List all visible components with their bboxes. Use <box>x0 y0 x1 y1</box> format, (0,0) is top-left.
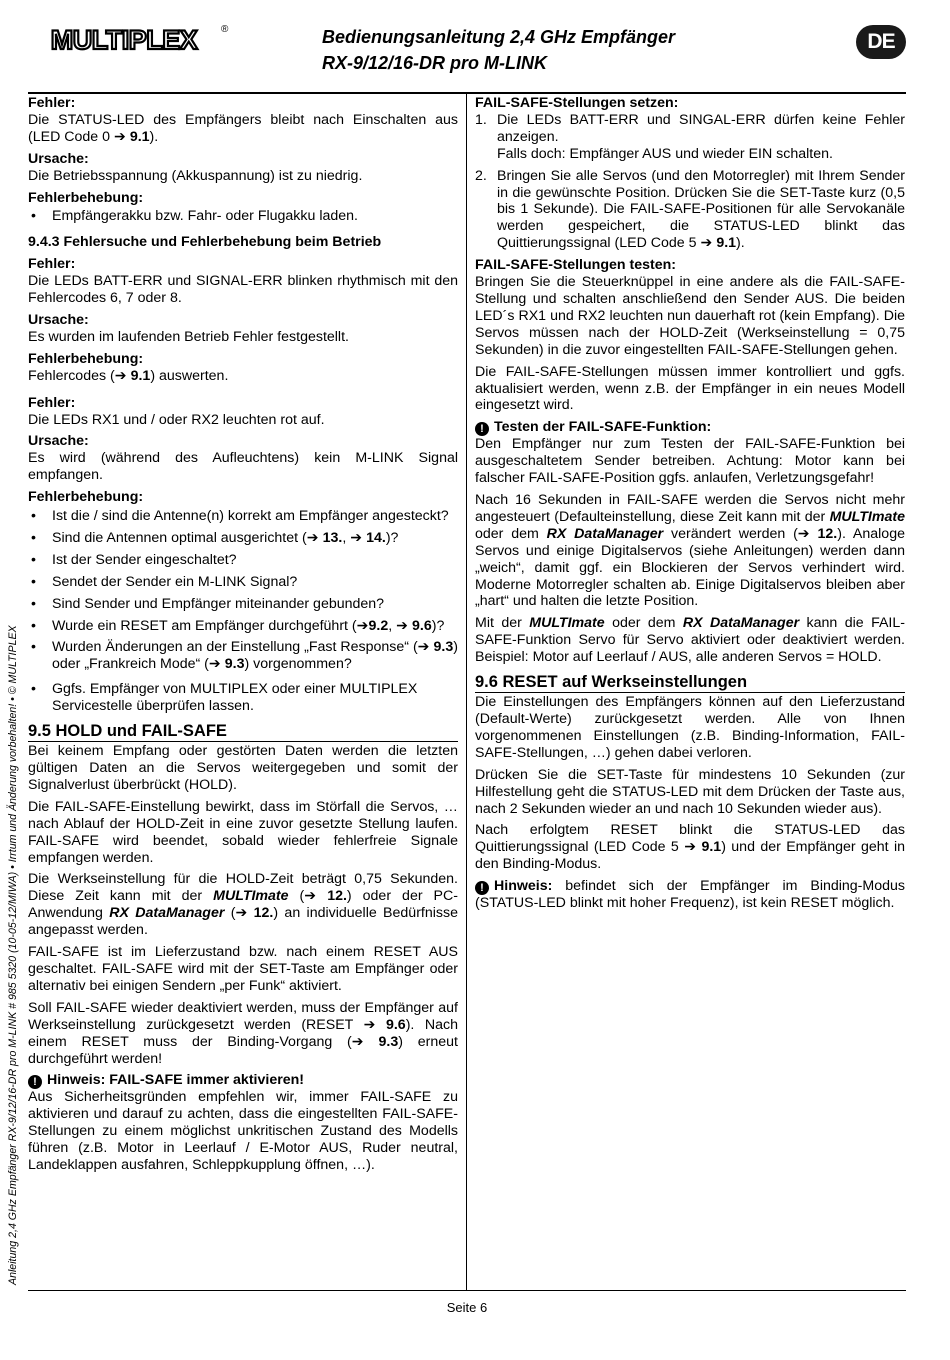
cause-label: Ursache: <box>28 311 89 328</box>
paragraph: Die Werkseinstellung für die HOLD-Zeit beträgt 0,75 Sekunden. Diese Zeit kann mit der MULTImate (➔ 12.) oder der PC-Anwendung RX DataManager (➔ 12.) an individuelle Bedürfnisse angepasst werden. <box>28 871 458 939</box>
set-heading: FAIL-SAFE-Stellungen setzen: <box>475 95 679 111</box>
cause-text: Die Betriebsspannung (Akkuspannung) ist zu niedrig. <box>28 167 363 184</box>
step-item: 1. Die LEDs BATT-ERR und SINGAL-ERR dürfen keine Fehler anzeigen. Falls doch: Empfänger AUS und wieder EIN schalten. <box>475 111 905 162</box>
paragraph: Bringen Sie die Steuerknüppel in eine andere als die FAIL-SAFE-Stellung und schalten anschließend den Sender AUS. Die beiden LED´s RX1 und RX2 leuchten nun dauerhaft rot (kein Empfang). Die Servos müssen nach der HOLD-Zeit (Werkseinstellung = 0,75 Sekunden) in die zuvor eingestellten FAIL-SAFE-Stellungen gehen. <box>475 274 905 358</box>
paragraph: Soll FAIL-SAFE wieder deaktiviert werden, muss der Empfänger auf Werkseinstellung zurückgesetzt werden (RESET ➔ 9.6). Nach einem RESET muss der Binding-Vorgang (➔ 9.3) erneut durchgeführt werden! <box>28 999 458 1067</box>
cause-label: Ursache: <box>28 150 89 167</box>
hint-heading: ! Hinweis: FAIL-SAFE immer aktivieren! <box>28 1072 458 1089</box>
list-item: • Sind die Antennen optimal ausgerichtet (➔ 13., ➔ 14.)? <box>31 529 399 546</box>
list-item: • Ist der Sender eingeschaltet? <box>31 551 237 568</box>
fix-list <box>28 508 458 715</box>
svg-text:MULTIPLEX: MULTIPLEX <box>50 26 198 54</box>
paragraph: Die FAIL-SAFE-Stellungen müssen immer kontrolliert und ggfs. aktualisiert werden, wenn z.B. der Empfänger in ein neues Modell eingesetzt wird. <box>475 363 905 414</box>
paragraph: Den Empfänger nur zum Testen der FAIL-SAFE-Funktion bei ausgeschaltetem Sender betreiben. Achtung: Motor kann bei falscher FAIL-SAFE-Position ggfs. anlaufen, Verletzungsgefahr! <box>475 436 905 487</box>
side-imprint: Anleitung 2,4 GHz Empfänger RX-9/12/16-DR pro M-LINK # 985 5320 (10-05-12/MIWA) • Irrtum und Änderung vorbehalten! • © MULTIPLEX <box>7 625 19 1285</box>
left-column <box>28 95 458 1174</box>
cause-text: Es wird (während des Aufleuchtens) kein M-LINK Signal empfangen. <box>28 450 458 484</box>
fix-list <box>28 208 458 225</box>
list-item: • Ggfs. Empfänger von MULTIPLEX oder einer MULTIPLEX Servicestelle überprüfen lassen. <box>31 681 418 715</box>
header-rule <box>28 92 906 94</box>
paragraph: Nach erfolgtem RESET blinkt die STATUS-LED das Quittierungssignal (LED Code 5 ➔ 9.1) und der Empfänger geht in den Binding-Modus. <box>475 822 905 873</box>
exclamation-icon: ! <box>475 422 489 436</box>
paragraph: Mit der MULTImate oder dem RX DataManager kann die FAIL-SAFE-Funktion Servo für Servo aktiviert oder deaktiviert werden. Beispiel: Motor auf Leerlauf / AUS, alle anderen Servos = HOLD. <box>475 615 905 666</box>
error-label: Fehler: <box>28 394 76 411</box>
paragraph: Die Einstellungen des Empfängers können auf den Lieferzustand (Default-Werte) zurückgesetzt werden. Alle von Ihnen vorgenommenen Einstellungen (z.B. Binding-Information, FAIL-SAFE-Stellungen, …) gehen dabei verloren. <box>475 694 905 761</box>
title-line-1: Bedienungsanleitung 2,4 GHz Empfänger <box>322 27 676 47</box>
fix-text: Fehlercodes (➔ 9.1) auswerten. <box>28 367 229 384</box>
registered-mark: ® <box>221 24 229 35</box>
list-item: • Sind Sender und Empfänger miteinander gebunden? <box>31 595 385 612</box>
footer-rule <box>28 1290 906 1291</box>
column-divider <box>466 92 467 1290</box>
paragraph: Drücken Sie die SET-Taste für mindestens 10 Sekunden (zur Hilfestellung geht die STATUS-LED mit dem Drücken der Taste aus, nach 2 Sekunden wieder an und nach 10 Sekunden wieder aus). <box>475 766 905 817</box>
error-label: Fehler: <box>28 256 76 273</box>
paragraph: Nach 16 Sekunden in FAIL-SAFE werden die Servos nicht mehr angesteuert (Defaulteinstellung, diese Zeit kann mit der MULTImate oder dem RX DataManager verändert werden (➔ 12.). Analoge Servos und einige Digitalservos (siehe Anleitungen) werden dann „weich“, damit ggf. ein Blockieren der Servos verhindert wird. Moderne Motorregler schalten ab. Einige Digitalservos bleiben aber „hart“ und halten die letzte Position. <box>475 492 905 610</box>
title-line-2: RX-9/12/16-DR pro M-LINK <box>322 53 548 73</box>
section-heading-9-4-3: 9.4.3 Fehlersuche und Fehlerbehebung beim Betrieb <box>28 234 382 251</box>
set-steps <box>475 112 905 252</box>
section-heading-9-6: 9.6 RESET auf Werkseinstellungen <box>475 673 905 693</box>
paragraph: Bei keinem Empfang oder gestörten Daten werden die letzten gültigen Daten an die Servos weitergegeben und somit der Signalverlust überbrückt (HOLD). <box>28 743 458 793</box>
right-column <box>475 95 905 912</box>
list-item: • Empfängerakku bzw. Fahr- oder Flugakku laden. <box>31 208 358 225</box>
hint-heading: ! Testen der FAIL-SAFE-Funktion: <box>475 419 905 436</box>
step-item: 2. Bringen Sie alle Servos (und den Motorregler) mit Ihrem Sender in die gewünschte Position. Drücken Sie die SET-Taste kurz (0,5 bis 1 Sekunde). Die FAIL-SAFE-Positionen für alle Servokanäle werden gespeichert, die STATUS-LED blinkt das Quittierungssignal (LED Code 5 ➔ 9.1). <box>475 167 905 252</box>
section-heading-9-5: 9.5 HOLD und FAIL-SAFE <box>28 722 458 742</box>
test-heading: FAIL-SAFE-Stellungen testen: <box>475 257 676 274</box>
fix-label: Fehlerbehebung: <box>28 350 144 367</box>
error-text: Die LEDs BATT-ERR und SIGNAL-ERR blinken rhythmisch mit den Fehlercodes 6, 7 oder 8. <box>28 273 458 307</box>
exclamation-icon: ! <box>28 1075 42 1089</box>
exclamation-icon: ! <box>475 881 489 895</box>
document-title <box>322 24 675 76</box>
error-text: Die STATUS-LED des Empfängers bleibt nach Einschalten aus (LED Code 0 ➔ 9.1). <box>28 111 458 145</box>
language-badge: DE <box>856 25 906 59</box>
multiplex-logo <box>28 26 220 54</box>
error-label: Fehler: <box>28 95 76 111</box>
error-text: Die LEDs RX1 und / oder RX2 leuchten rot auf. <box>28 411 325 428</box>
paragraph: ! Hinweis: befindet sich der Empfänger im Binding-Modus (STATUS-LED blinkt mit hoher Frequenz), ist kein RESET möglich. <box>475 878 905 912</box>
page-number: Seite 6 <box>446 1300 488 1315</box>
list-item: • Wurde ein RESET am Empfänger durchgeführt (➔9.2, ➔ 9.6)? <box>31 617 445 634</box>
list-item: • Ist die / sind die Antenne(n) korrekt am Empfänger angesteckt? <box>31 508 449 525</box>
hint-text: Aus Sicherheitsgründen empfehlen wir, immer FAIL-SAFE zu aktivieren und darauf zu achten, dass die eingestellten FAIL-SAFE-Stellungen zu einem möglichst unkritischen Zustand des Modells führen (z.B. Motor in Leerlauf / E-Motor AUS, Ruder neutral, Landeklappen ausfahren, Schleppkupplung öffnen, …). <box>28 1089 458 1174</box>
paragraph: Die FAIL-SAFE-Einstellung bewirkt, dass im Störfall die Servos, … nach Ablauf der HOLD-Zeit in eine zuvor gesetzte Stellung laufen. FAIL-SAFE wird beendet, sobald wieder fehlerfreie Signale empfangen werden. <box>28 798 458 866</box>
fix-label: Fehlerbehebung: <box>28 189 144 206</box>
paragraph: FAIL-SAFE ist im Lieferzustand bzw. nach einem RESET AUS geschaltet. FAIL-SAFE wird mit der SET-Taste am Empfänger oder alternativ bei einigen Sendern „per Funk“ aktiviert. <box>28 944 458 994</box>
list-item: • Sendet der Sender ein M-LINK Signal? <box>31 573 298 590</box>
cause-text: Es wurden im laufenden Betrieb Fehler festgestellt. <box>28 328 349 345</box>
fix-label: Fehlerbehebung: <box>28 489 144 506</box>
list-item: • Wurden Änderungen an der Einstellung „Fast Response“ (➔ 9.3) oder „Frankreich Mode“ (➔ 9.3) vorgenommen? <box>31 639 458 673</box>
cause-label: Ursache: <box>28 433 89 450</box>
